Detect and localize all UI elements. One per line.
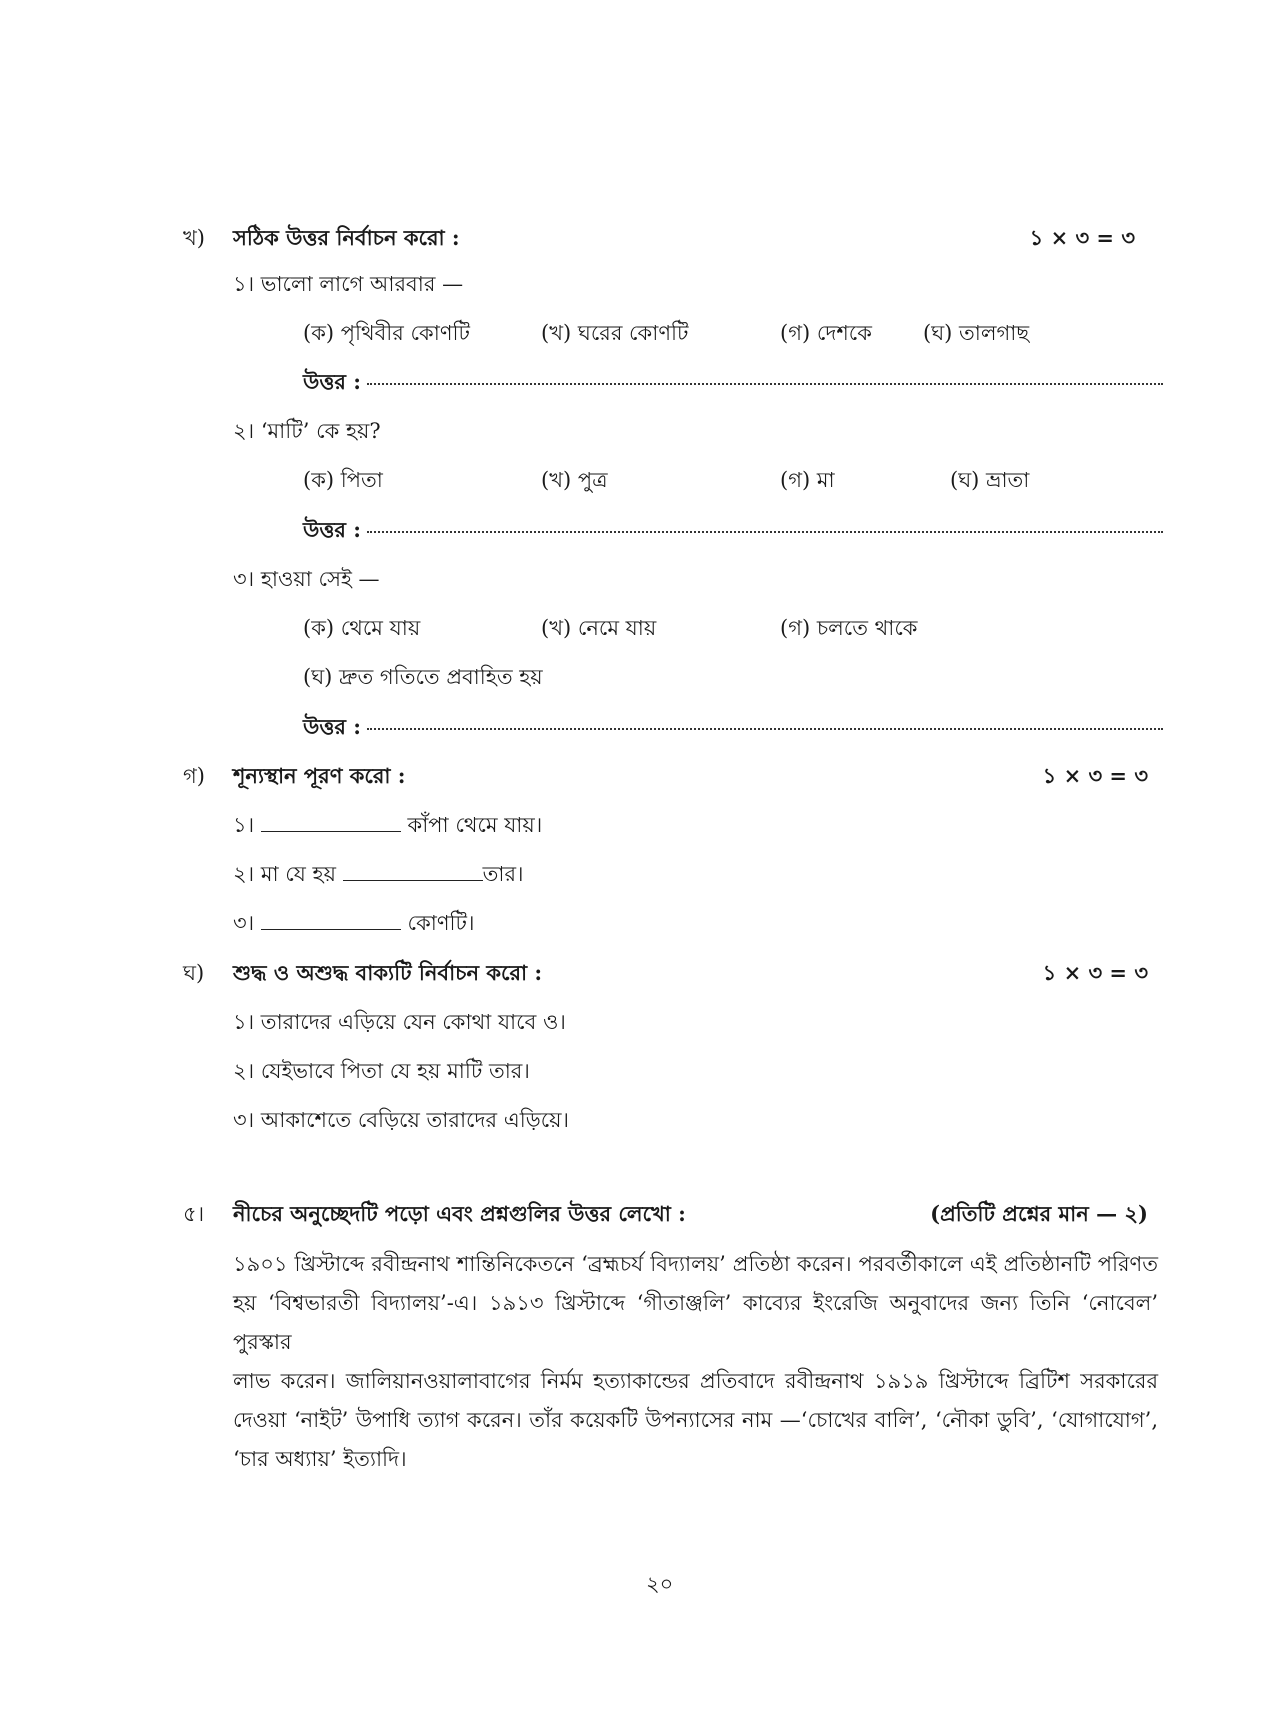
question-2-text: ২। ‘মাটি’ কে হয়? (233, 419, 381, 443)
question-1-option-kha: (খ) ঘরের কোণটি (541, 321, 689, 345)
section-kha-title: সঠিক উত্তর নির্বাচন করো : (233, 225, 460, 250)
answer-label: উত্তর : (303, 369, 361, 394)
question-2-answer-line[interactable] (303, 514, 1163, 549)
passage (233, 1245, 1158, 1479)
question-2-option-kha: (খ) পুত্র (541, 468, 608, 492)
fill-blank-1-blank[interactable] (261, 830, 401, 832)
fill-blank-3 (233, 907, 475, 942)
sentence-1: ১। তারাদের এড়িয়ে যেন কোথা যাবে ও। (233, 1010, 566, 1034)
answer-dots (367, 727, 1163, 730)
fill-blank-1-suffix: কাঁপা থেমে যায়। (407, 813, 543, 837)
fill-blank-1 (233, 809, 542, 844)
answer-label: উত্তর : (303, 714, 361, 739)
passage-line: ১৯০১ খ্রিস্টাব্দে রবীন্দ্রনাথ শান্তিনিকেতনে ‘ব্রহ্মচর্য বিদ্যালয়’ প্রতিষ্ঠা করেন। পরবর্তীকালে এই প্রতিষ্ঠানটি পরিণত (233, 1252, 1158, 1276)
fill-blank-1-prefix: ১। (233, 813, 255, 837)
question-1-option-gha: (ঘ) তালগাছ (923, 321, 1030, 345)
question-3-text: ৩। হাওয়া সেই — (233, 567, 380, 591)
answer-dots (367, 382, 1163, 385)
passage-line: ‘চার অধ্যায়’ ইত্যাদি। (233, 1447, 407, 1471)
section-ga-title: শূন্যস্থান পূরণ করো : (233, 763, 406, 788)
page-number: ২০ (646, 1572, 674, 1596)
passage-line: হয় ‘বিশ্বভারতী বিদ্যালয়’-এ। ১৯১৩ খ্রিস্টাব্দে ‘গীতাঞ্জলি’ কাব্যের ইংরেজি অনুবাদের জন্য তিনি ‘নোবেল’ পুরস্কার (233, 1291, 1158, 1354)
fill-blank-2 (233, 858, 524, 893)
section-gha-marks: ১ × ৩ = ৩ (1042, 960, 1148, 985)
question-3-option-ga: (গ) চলতে থাকে (780, 616, 918, 640)
passage-line: দেওয়া ‘নাইট’ উপাধি ত্যাগ করেন। তাঁর কয়েকটি উপন্যাসের নাম —‘চোখের বালি’, ‘নৌকা ডুবি’, ‘যোগাযোগ’, (233, 1408, 1158, 1432)
fill-blank-3-prefix: ৩। (233, 911, 255, 935)
section-kha-marks: ১ × ৩ = ৩ (1029, 225, 1135, 250)
question-3-option-ka: (ক) থেমে যায় (303, 616, 421, 640)
sentence-3: ৩। আকাশেতে বেড়িয়ে তারাদের এড়িয়ে। (233, 1108, 570, 1132)
question-1-option-ka: (ক) পৃথিবীর কোণটি (303, 321, 470, 345)
question-2-option-gha: (ঘ) ভ্রাতা (950, 468, 1030, 492)
section-ga-marks: ১ × ৩ = ৩ (1042, 763, 1148, 788)
answer-dots (367, 530, 1163, 533)
question-1-option-ga: (গ) দেশকে (780, 321, 872, 345)
question-1-answer-line[interactable] (303, 366, 1163, 401)
question-1-text: ১। ভালো লাগে আরবার — (233, 272, 464, 296)
question-2-option-ka: (ক) পিতা (303, 468, 383, 492)
question-2-option-ga: (গ) মা (780, 468, 835, 492)
question-3-option-gha: (ঘ) দ্রুত গতিতে প্রবাহিত হয় (303, 665, 543, 689)
question-3-option-kha: (খ) নেমে যায় (541, 616, 657, 640)
sentence-2: ২। যেইভাবে পিতা যে হয় মাটি তার। (233, 1059, 530, 1083)
section-gha-label: ঘ) (183, 961, 205, 985)
section-gha-title: শুদ্ধ ও অশুদ্ধ বাক্যটি নির্বাচন করো : (233, 960, 543, 985)
answer-label: উত্তর : (303, 517, 361, 542)
section-ga-label: গ) (183, 764, 205, 788)
question-3-answer-line[interactable] (303, 711, 1163, 746)
passage-line: লাভ করেন। জালিয়ানওয়ালাবাগের নির্মম হত্যাকান্ডের প্রতিবাদে রবীন্দ্রনাথ ১৯১৯ খ্রিস্টাব্দে ব্রিটিশ সরকারের (233, 1369, 1158, 1393)
section-kha-label: খ) (183, 226, 205, 250)
question-5-title: নীচের অনুচ্ছেদটি পড়ো এবং প্রশ্নগুলির উত্তর লেখো : (233, 1201, 686, 1226)
fill-blank-2-prefix: ২। মা যে হয় (233, 862, 336, 886)
fill-blank-2-blank[interactable] (343, 879, 483, 881)
question-5-number: ৫। (183, 1202, 205, 1226)
fill-blank-3-blank[interactable] (261, 928, 401, 930)
fill-blank-3-suffix: কোণটি। (407, 911, 475, 935)
question-5-marks: (প্রতিটি প্রশ্নের মান — ২) (930, 1201, 1148, 1226)
fill-blank-2-suffix: তার। (482, 862, 524, 886)
